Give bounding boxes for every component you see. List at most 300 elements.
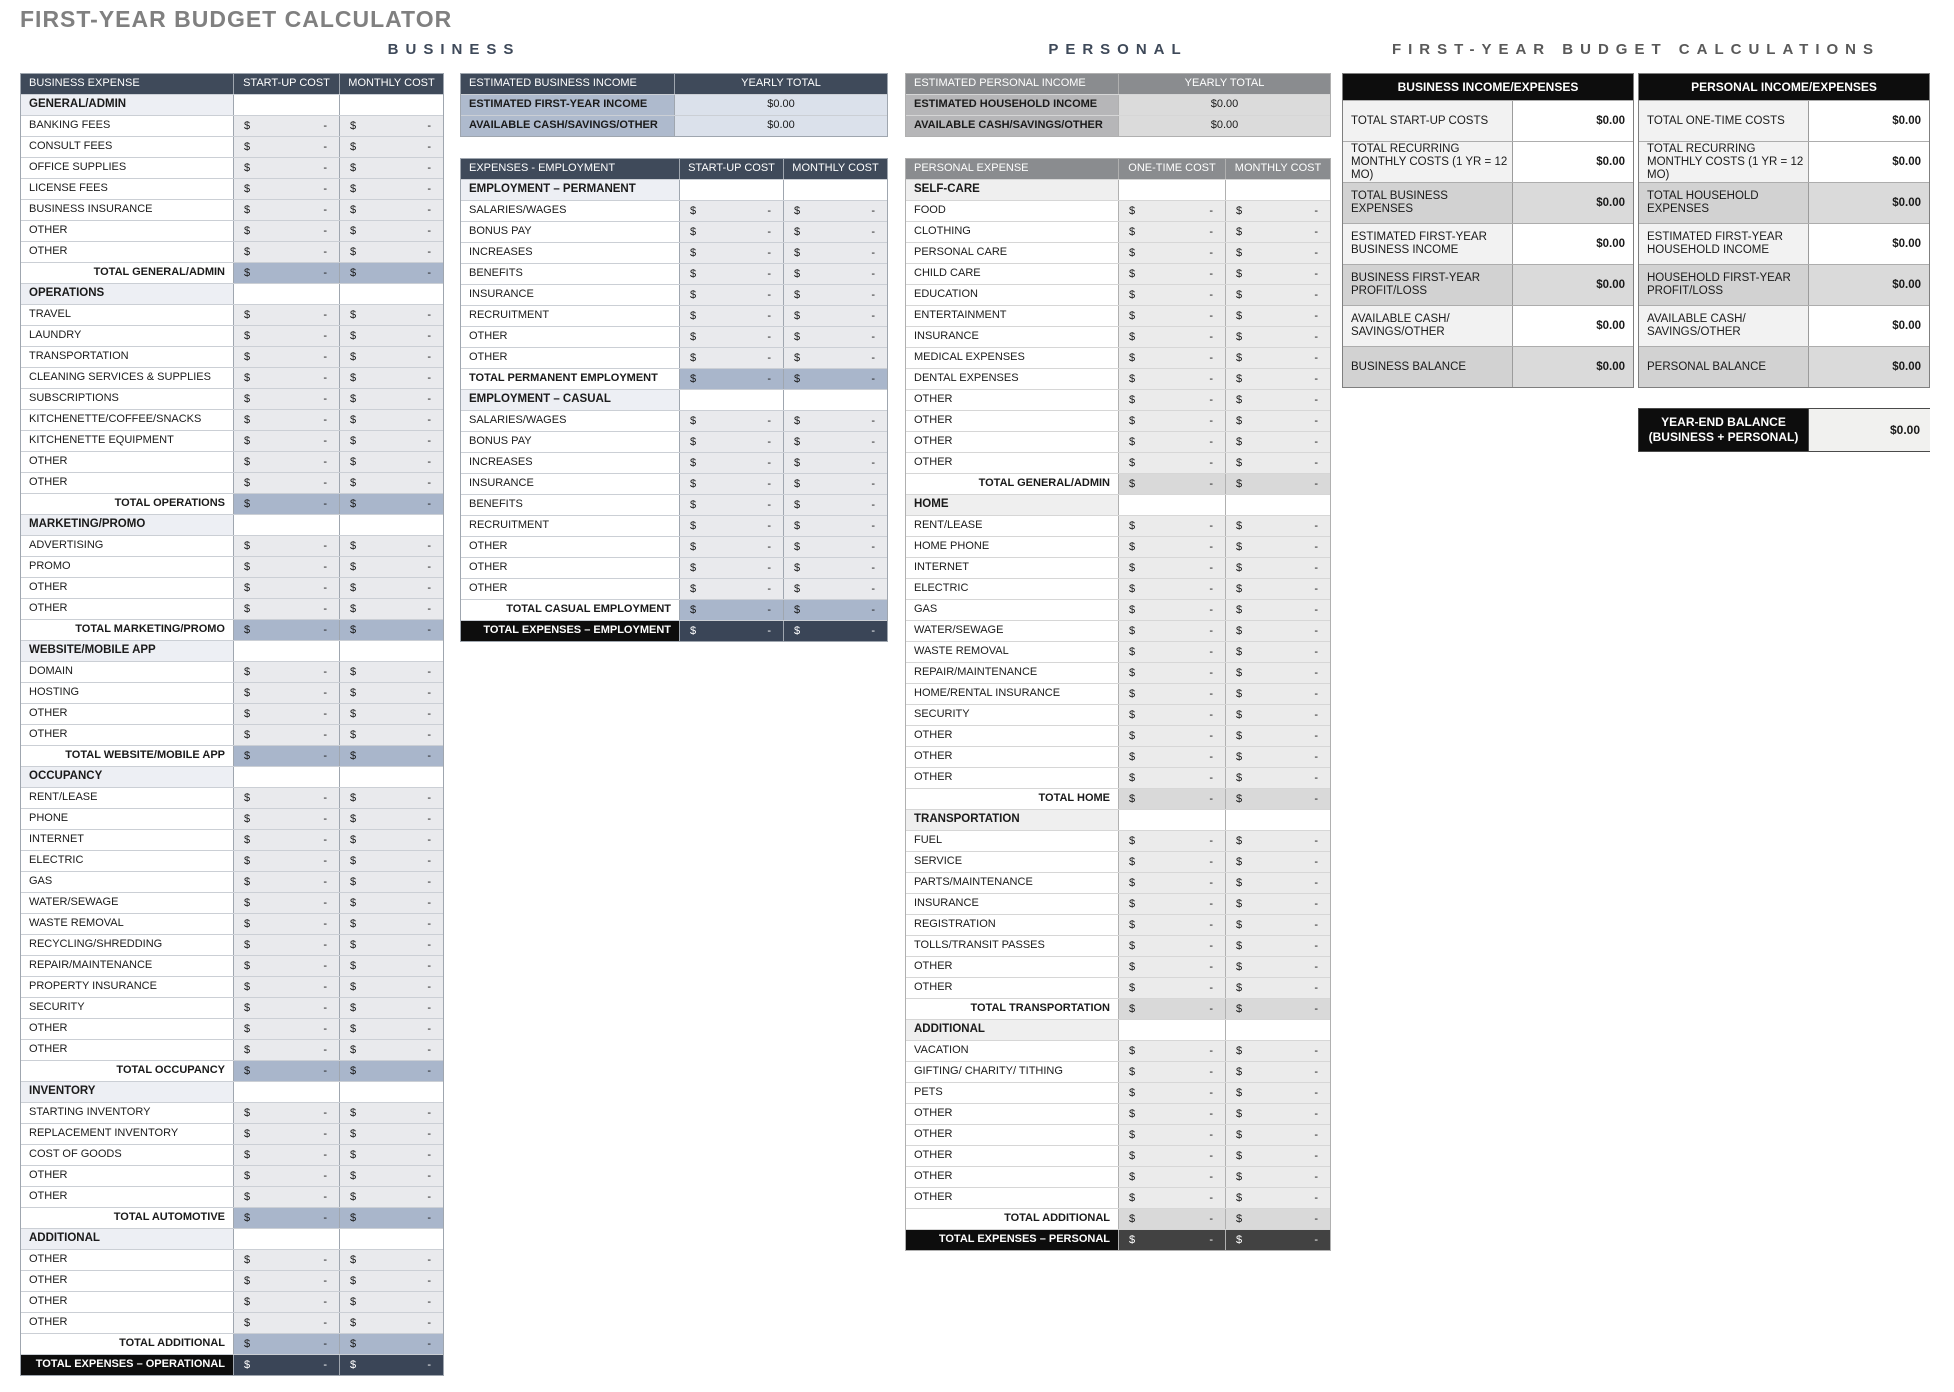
cost-input-cell[interactable] (679, 558, 783, 578)
cost-input-cell[interactable] (233, 893, 339, 913)
expense-label: PROMO (21, 557, 233, 577)
dash-placeholder: - (767, 225, 771, 238)
cost-input-cell[interactable] (233, 473, 339, 493)
cost-input-cell[interactable] (1225, 453, 1330, 473)
cost-input-cell[interactable] (1225, 537, 1330, 557)
cost-input-cell[interactable] (1225, 663, 1330, 683)
dollar-sign: $ (350, 1211, 357, 1224)
cost-input-cell[interactable] (233, 389, 339, 409)
cost-input-cell[interactable] (233, 914, 339, 934)
cost-input-cell[interactable] (1118, 1146, 1225, 1166)
cost-input-cell[interactable] (339, 1250, 443, 1270)
cost-input-cell[interactable] (233, 998, 339, 1018)
cost-input-cell[interactable] (339, 998, 443, 1018)
dash-placeholder: - (427, 245, 431, 258)
cost-input-cell[interactable] (1118, 936, 1225, 956)
column-header: MONTHLY COST (783, 159, 887, 179)
cost-input-cell[interactable] (1225, 852, 1330, 872)
cost-input-cell[interactable] (339, 788, 443, 808)
cost-input-cell[interactable] (233, 1145, 339, 1165)
cost-input-cell[interactable] (339, 1019, 443, 1039)
cost-input-cell[interactable] (679, 243, 783, 263)
cost-input-cell[interactable] (1118, 747, 1225, 767)
dollar-sign: $ (350, 371, 357, 384)
dollar-sign: $ (1236, 1128, 1243, 1141)
cost-input-cell[interactable] (1225, 306, 1330, 326)
cost-input-cell[interactable] (233, 1271, 339, 1291)
income-value-cell[interactable]: $0.00 (1118, 95, 1330, 115)
cost-input-cell[interactable] (1225, 768, 1330, 788)
cost-input-cell[interactable] (1225, 915, 1330, 935)
cost-input-cell[interactable] (783, 306, 887, 326)
cost-input-cell[interactable] (1118, 579, 1225, 599)
cost-input-cell[interactable] (339, 662, 443, 682)
cost-input-cell[interactable] (1225, 621, 1330, 641)
table-row (461, 494, 887, 515)
section-row (461, 179, 887, 200)
dollar-sign: $ (1236, 792, 1243, 805)
cost-input-cell[interactable] (1225, 642, 1330, 662)
dollar-sign: $ (1129, 1149, 1136, 1162)
cost-input-cell[interactable] (233, 116, 339, 136)
cost-input-cell[interactable] (233, 368, 339, 388)
cost-input-cell[interactable] (233, 662, 339, 682)
cost-input-cell[interactable] (233, 704, 339, 724)
cost-input-cell[interactable] (679, 222, 783, 242)
cost-input-cell[interactable] (233, 725, 339, 745)
cost-input-cell[interactable] (233, 158, 339, 178)
cost-input-cell[interactable] (1225, 684, 1330, 704)
cost-input-cell[interactable] (1225, 957, 1330, 977)
cost-input-cell[interactable] (1118, 705, 1225, 725)
dash-placeholder: - (1314, 1149, 1318, 1162)
cost-input-cell[interactable] (339, 452, 443, 472)
table-row (461, 115, 887, 136)
cost-input-cell[interactable] (339, 1292, 443, 1312)
dollar-sign: $ (244, 371, 251, 384)
cost-input-cell[interactable] (1118, 411, 1225, 431)
cost-input-cell[interactable] (1225, 201, 1330, 221)
cost-input-cell[interactable] (1118, 432, 1225, 452)
cost-input-cell[interactable] (339, 704, 443, 724)
cost-input-cell[interactable] (1225, 558, 1330, 578)
cost-input-cell[interactable] (783, 537, 887, 557)
table-row (21, 241, 443, 262)
table-row (21, 1249, 443, 1270)
cost-input-cell[interactable] (233, 830, 339, 850)
cost-input-cell[interactable] (1118, 285, 1225, 305)
cost-input-cell[interactable] (339, 557, 443, 577)
cost-input-cell[interactable] (339, 977, 443, 997)
dollar-sign: $ (794, 351, 801, 364)
cost-input-cell[interactable] (339, 683, 443, 703)
cost-input-cell[interactable] (339, 599, 443, 619)
cost-input-cell[interactable] (1225, 1083, 1330, 1103)
cost-input-cell[interactable] (1118, 1188, 1225, 1208)
dollar-sign: $ (350, 413, 357, 426)
cost-input-cell[interactable] (339, 305, 443, 325)
dollar-sign: $ (690, 582, 697, 595)
cost-input-cell[interactable] (233, 1187, 339, 1207)
expense-label: OTHER (461, 348, 679, 368)
cost-input-cell[interactable] (1225, 369, 1330, 389)
cost-input-cell[interactable] (1118, 915, 1225, 935)
cost-input-cell[interactable] (783, 264, 887, 284)
cost-input-cell[interactable] (339, 956, 443, 976)
cost-input-cell[interactable] (233, 536, 339, 556)
dash-placeholder: - (1209, 330, 1213, 343)
cost-input-cell[interactable] (233, 1124, 339, 1144)
cost-input-cell[interactable] (339, 1145, 443, 1165)
cost-input-cell[interactable] (1225, 516, 1330, 536)
cost-input-cell[interactable] (1118, 243, 1225, 263)
cost-input-cell[interactable] (339, 116, 443, 136)
cost-input-cell[interactable] (1118, 1062, 1225, 1082)
cost-input-cell[interactable] (1118, 558, 1225, 578)
cost-input-cell[interactable] (339, 1040, 443, 1060)
cost-input-cell[interactable] (1118, 516, 1225, 536)
cost-input-cell[interactable] (1118, 390, 1225, 410)
cost-input-cell[interactable] (233, 1040, 339, 1060)
cost-input-cell[interactable] (679, 306, 783, 326)
cost-input-cell[interactable] (783, 201, 887, 221)
year-end-balance (1638, 408, 1930, 452)
cost-input-cell[interactable] (339, 830, 443, 850)
cost-input-cell[interactable] (1225, 936, 1330, 956)
cost-input-cell[interactable] (339, 431, 443, 451)
dollar-sign: $ (244, 1043, 251, 1056)
cost-input-cell[interactable] (233, 137, 339, 157)
cost-input-cell[interactable] (339, 368, 443, 388)
table-row (906, 242, 1330, 263)
empty-cell (339, 767, 443, 787)
income-value-cell[interactable]: $0.00 (674, 95, 887, 115)
cost-input-cell[interactable] (679, 432, 783, 452)
cost-input-cell[interactable] (339, 1271, 443, 1291)
cost-input-cell[interactable] (233, 1292, 339, 1312)
cost-input-cell[interactable] (679, 285, 783, 305)
cost-input-cell[interactable] (679, 495, 783, 515)
dash-placeholder: - (871, 330, 875, 343)
cost-input-cell[interactable] (1225, 222, 1330, 242)
cost-input-cell[interactable] (1225, 894, 1330, 914)
cost-input-cell[interactable] (233, 221, 339, 241)
cost-input-cell[interactable] (339, 137, 443, 157)
cost-input-cell[interactable] (1118, 1104, 1225, 1124)
cost-input-cell[interactable] (1225, 1104, 1330, 1124)
cost-input-cell[interactable] (233, 347, 339, 367)
cost-input-cell[interactable] (339, 473, 443, 493)
cost-input-cell[interactable] (1118, 726, 1225, 746)
cost-input-cell[interactable] (679, 201, 783, 221)
cost-input-cell[interactable] (1118, 684, 1225, 704)
cost-input-cell[interactable] (339, 200, 443, 220)
cost-input-cell[interactable] (1118, 1125, 1225, 1145)
cost-input-cell[interactable] (1118, 201, 1225, 221)
dollar-sign: $ (690, 246, 697, 259)
cost-input-cell[interactable] (1225, 264, 1330, 284)
cost-input-cell[interactable] (233, 326, 339, 346)
dash-placeholder: - (323, 917, 327, 930)
cost-input-cell[interactable] (1118, 663, 1225, 683)
cost-input-cell[interactable] (233, 1250, 339, 1270)
cost-input-cell[interactable] (783, 222, 887, 242)
dollar-sign: $ (350, 1316, 357, 1329)
cost-input-cell[interactable] (233, 956, 339, 976)
cost-input-cell[interactable] (233, 179, 339, 199)
cost-input-cell[interactable] (783, 348, 887, 368)
cost-input-cell[interactable] (339, 1187, 443, 1207)
cost-input-cell[interactable] (233, 578, 339, 598)
section-header: GENERAL/ADMIN (21, 95, 233, 115)
cost-input-cell[interactable] (339, 326, 443, 346)
dash-placeholder: - (427, 266, 431, 279)
cost-input-cell[interactable] (783, 411, 887, 431)
cost-input-cell[interactable] (339, 536, 443, 556)
income-value-cell[interactable]: $0.00 (674, 116, 887, 136)
cost-input-cell[interactable] (1118, 348, 1225, 368)
cost-input-cell[interactable] (783, 474, 887, 494)
cost-input-cell[interactable] (339, 578, 443, 598)
cost-input-cell[interactable] (1225, 705, 1330, 725)
income-value-cell[interactable]: $0.00 (1118, 116, 1330, 136)
dash-placeholder: - (427, 1064, 431, 1077)
cost-input-cell[interactable] (783, 243, 887, 263)
cost-input-cell[interactable] (783, 453, 887, 473)
dash-placeholder: - (1314, 834, 1318, 847)
cost-input-cell[interactable] (1118, 1083, 1225, 1103)
cost-input-cell[interactable] (339, 179, 443, 199)
cost-input-cell[interactable] (1118, 327, 1225, 347)
cost-input-cell[interactable] (233, 872, 339, 892)
dash-placeholder: - (1209, 204, 1213, 217)
cost-input-cell[interactable] (1225, 1125, 1330, 1145)
cost-input-cell[interactable] (1118, 894, 1225, 914)
cost-input-cell[interactable] (339, 242, 443, 262)
table-row (906, 305, 1330, 326)
cost-input-cell[interactable] (339, 1124, 443, 1144)
dollar-sign: $ (1129, 1065, 1136, 1078)
cost-input-cell[interactable] (783, 495, 887, 515)
cost-input-cell[interactable] (1118, 537, 1225, 557)
cost-input-cell[interactable] (1118, 600, 1225, 620)
cost-input-cell[interactable] (1225, 726, 1330, 746)
cost-input-cell[interactable] (1225, 579, 1330, 599)
dash-placeholder: - (767, 204, 771, 217)
cost-input-cell[interactable] (679, 348, 783, 368)
cost-input-cell[interactable] (1118, 978, 1225, 998)
cost-input-cell[interactable] (233, 851, 339, 871)
dollar-sign: $ (244, 1274, 251, 1287)
cost-input-cell[interactable] (339, 935, 443, 955)
cost-input-cell[interactable] (679, 516, 783, 536)
empty-cell (233, 95, 339, 115)
expense-label: MEDICAL EXPENSES (906, 348, 1118, 368)
dollar-sign: $ (244, 329, 251, 342)
cost-input-cell[interactable] (1225, 327, 1330, 347)
table-row (461, 284, 887, 305)
cost-input-cell[interactable] (339, 872, 443, 892)
cost-input-cell[interactable] (679, 579, 783, 599)
cost-input-cell[interactable] (1118, 621, 1225, 641)
cost-input-cell[interactable] (339, 893, 443, 913)
cost-input-cell[interactable] (339, 1103, 443, 1123)
cost-input-cell[interactable] (679, 537, 783, 557)
dollar-sign: $ (350, 728, 357, 741)
dollar-sign: $ (350, 1106, 357, 1119)
cost-input-cell[interactable] (339, 914, 443, 934)
table-row (21, 472, 443, 493)
cost-input-cell[interactable] (1118, 264, 1225, 284)
dollar-sign: $ (1129, 519, 1136, 532)
cost-input-cell[interactable] (233, 305, 339, 325)
grand-total-cost-cell (233, 1355, 339, 1375)
dollar-sign: $ (244, 413, 251, 426)
table-row (906, 1166, 1330, 1187)
dollar-sign: $ (1129, 267, 1136, 280)
empty-cell (339, 95, 443, 115)
dash-placeholder: - (427, 728, 431, 741)
expense-label: INSURANCE (906, 894, 1118, 914)
cost-input-cell[interactable] (1118, 1167, 1225, 1187)
table-row (906, 410, 1330, 431)
dash-placeholder: - (427, 1043, 431, 1056)
cost-input-cell[interactable] (339, 1313, 443, 1333)
cost-input-cell[interactable] (1118, 306, 1225, 326)
cost-input-cell[interactable] (233, 452, 339, 472)
dash-placeholder: - (1209, 414, 1213, 427)
cost-input-cell[interactable] (1225, 1188, 1330, 1208)
table-row (906, 851, 1330, 872)
dollar-sign: $ (1129, 792, 1136, 805)
cost-input-cell[interactable] (233, 599, 339, 619)
dash-placeholder: - (1209, 1170, 1213, 1183)
cost-input-cell[interactable] (679, 474, 783, 494)
cost-input-cell[interactable] (1225, 1146, 1330, 1166)
cost-input-cell[interactable] (1118, 642, 1225, 662)
dash-placeholder: - (871, 519, 875, 532)
expense-label: WATER/SEWAGE (21, 893, 233, 913)
cost-input-cell[interactable] (339, 725, 443, 745)
cost-input-cell[interactable] (339, 410, 443, 430)
empty-cell (783, 390, 887, 410)
cost-input-cell[interactable] (1118, 222, 1225, 242)
dollar-sign: $ (350, 1337, 357, 1350)
cost-input-cell[interactable] (339, 1166, 443, 1186)
cost-input-cell[interactable] (233, 683, 339, 703)
dollar-sign: $ (244, 266, 251, 279)
cost-input-cell[interactable] (233, 557, 339, 577)
cost-input-cell[interactable] (1118, 957, 1225, 977)
cost-input-cell[interactable] (233, 977, 339, 997)
cost-input-cell[interactable] (233, 788, 339, 808)
cost-input-cell[interactable] (1225, 243, 1330, 263)
dash-placeholder: - (323, 1022, 327, 1035)
table-row (21, 913, 443, 934)
cost-input-cell[interactable] (339, 389, 443, 409)
dollar-sign: $ (244, 1253, 251, 1266)
cost-input-cell[interactable] (1118, 453, 1225, 473)
dash-placeholder: - (1209, 561, 1213, 574)
cost-input-cell[interactable] (233, 1166, 339, 1186)
expense-label: OTHER (21, 1019, 233, 1039)
cost-input-cell[interactable] (339, 158, 443, 178)
calc-label: ESTIMATED FIRST-YEAR HOUSEHOLD INCOME (1639, 224, 1808, 264)
dollar-sign: $ (1236, 1212, 1243, 1225)
cost-input-cell[interactable] (233, 200, 339, 220)
cost-input-cell[interactable] (1225, 600, 1330, 620)
cost-input-cell[interactable] (1225, 285, 1330, 305)
expense-label: OTHER (21, 1040, 233, 1060)
cost-input-cell[interactable] (1118, 1041, 1225, 1061)
cost-input-cell[interactable] (783, 558, 887, 578)
cost-input-cell[interactable] (339, 221, 443, 241)
cost-input-cell[interactable] (679, 327, 783, 347)
dash-placeholder: - (871, 603, 875, 616)
cost-input-cell[interactable] (233, 809, 339, 829)
cost-input-cell[interactable] (1225, 873, 1330, 893)
dollar-sign: $ (690, 225, 697, 238)
cost-input-cell[interactable] (1118, 768, 1225, 788)
cost-input-cell[interactable] (1225, 432, 1330, 452)
cost-input-cell[interactable] (233, 410, 339, 430)
expense-label: PROPERTY INSURANCE (21, 977, 233, 997)
cost-input-cell[interactable] (1118, 369, 1225, 389)
section-header: ADDITIONAL (21, 1229, 233, 1249)
cost-input-cell[interactable] (1118, 831, 1225, 851)
dollar-sign: $ (350, 161, 357, 174)
cost-input-cell[interactable] (233, 1103, 339, 1123)
calc-row (1639, 182, 1929, 223)
cost-input-cell[interactable] (233, 242, 339, 262)
cost-input-cell[interactable] (1225, 1062, 1330, 1082)
income-label: AVAILABLE CASH/SAVINGS/OTHER (906, 116, 1118, 136)
cost-input-cell[interactable] (783, 432, 887, 452)
cost-input-cell[interactable] (1118, 852, 1225, 872)
total-row (21, 1060, 443, 1081)
cost-input-cell[interactable] (1225, 831, 1330, 851)
dollar-sign: $ (690, 309, 697, 322)
cost-input-cell[interactable] (1225, 1167, 1330, 1187)
cost-input-cell[interactable] (1225, 1041, 1330, 1061)
cost-input-cell[interactable] (233, 935, 339, 955)
cost-input-cell[interactable] (233, 431, 339, 451)
cost-input-cell[interactable] (1118, 873, 1225, 893)
cost-input-cell[interactable] (1225, 978, 1330, 998)
table-row (21, 115, 443, 136)
cost-input-cell[interactable] (339, 347, 443, 367)
cost-input-cell[interactable] (233, 1019, 339, 1039)
cost-input-cell[interactable] (679, 411, 783, 431)
grand-total-cost-cell (679, 621, 783, 641)
cost-input-cell[interactable] (783, 327, 887, 347)
cost-input-cell[interactable] (783, 285, 887, 305)
cost-input-cell[interactable] (339, 809, 443, 829)
cost-input-cell[interactable] (783, 579, 887, 599)
cost-input-cell[interactable] (679, 453, 783, 473)
cost-input-cell[interactable] (339, 851, 443, 871)
cost-input-cell[interactable] (783, 516, 887, 536)
cost-input-cell[interactable] (1225, 747, 1330, 767)
cost-input-cell[interactable] (1225, 390, 1330, 410)
cost-input-cell[interactable] (233, 1313, 339, 1333)
cost-input-cell[interactable] (679, 264, 783, 284)
table-row (21, 1270, 443, 1291)
personal-income-table (905, 73, 1331, 137)
dollar-sign: $ (350, 1295, 357, 1308)
cost-input-cell[interactable] (1225, 348, 1330, 368)
cost-input-cell[interactable] (1225, 411, 1330, 431)
